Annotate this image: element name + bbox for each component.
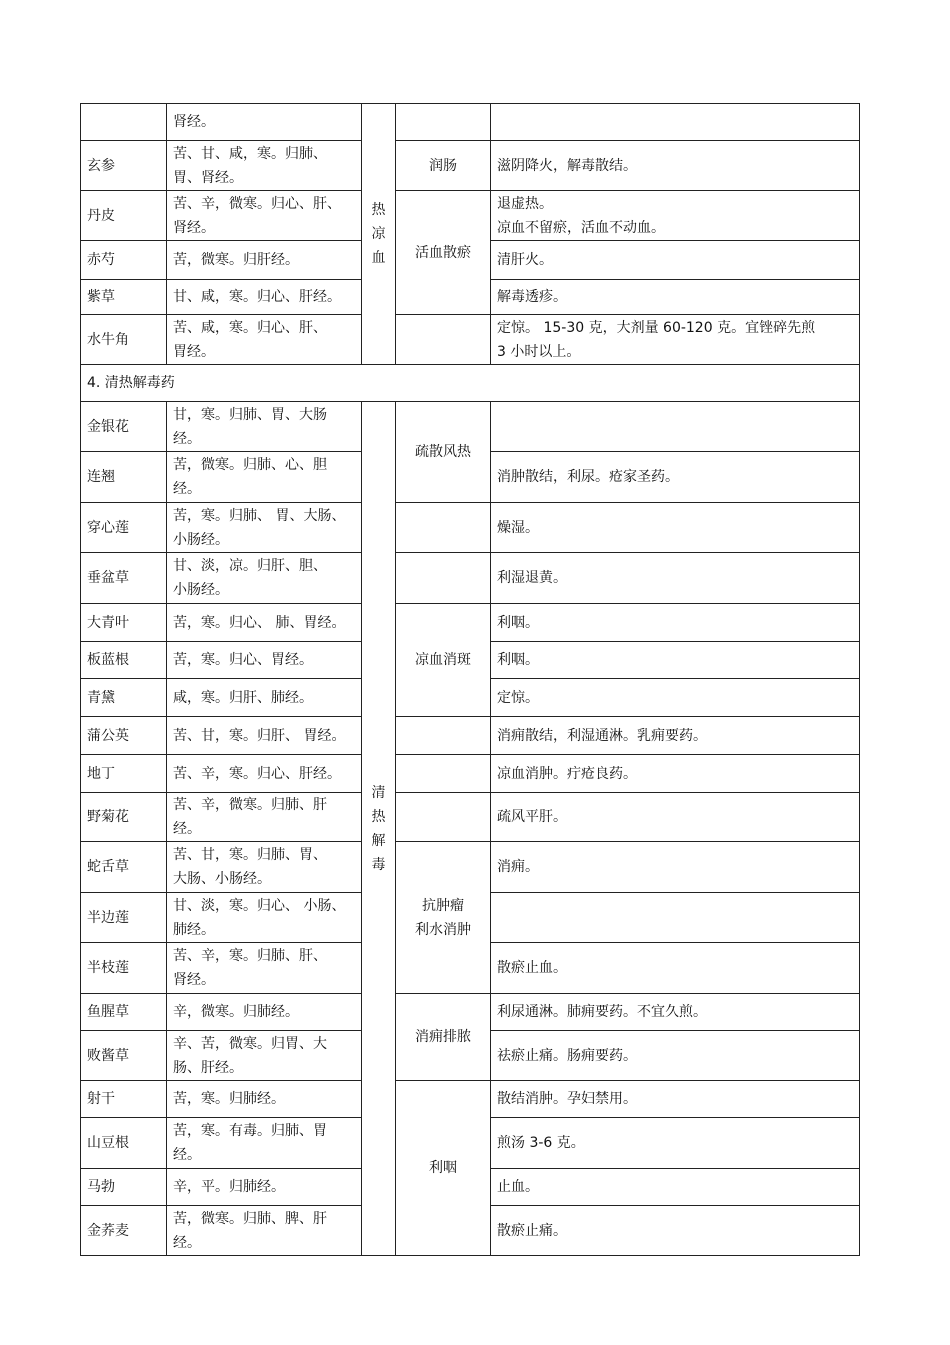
category-cell-empty [396, 104, 491, 141]
table-row [81, 717, 860, 755]
herb-name-cell: 金银花 [81, 402, 167, 452]
herb-property-cell: 甘、咸，寒。归心、肝经。 [167, 280, 362, 315]
table-row [81, 104, 860, 141]
table-row [81, 793, 860, 842]
herb-name-cell: 山豆根 [81, 1118, 167, 1169]
herb-property-cell: 辛、苦，微寒。归胃、大 肠、肝经。 [167, 1031, 362, 1081]
herb-function-cell: 祛瘀止痛。肠痈要药。 [491, 1031, 860, 1081]
herb-name-cell: 鱼腥草 [81, 994, 167, 1031]
herb-function-cell [491, 402, 860, 452]
herb-function-cell: 煎汤 3-6 克。 [491, 1118, 860, 1169]
herb-name-cell: 蒲公英 [81, 717, 167, 755]
herb-table [80, 103, 860, 1256]
herb-name-cell: 青黛 [81, 679, 167, 717]
herb-property-cell: 苦，寒。有毒。归肺、胃 经。 [167, 1118, 362, 1169]
herb-function-cell: 定惊。 15-30 克，大剂量 60-120 克。宜锉碎先煎 3 小时以上。 [491, 315, 860, 365]
herb-property-cell: 苦，寒。归肺、 胃、大肠、 小肠经。 [167, 503, 362, 553]
herb-name-cell: 地丁 [81, 755, 167, 793]
herb-property-cell: 苦、咸，寒。归心、肝、 胃经。 [167, 315, 362, 365]
herb-function-cell: 散瘀止血。 [491, 943, 860, 994]
herb-function-cell: 止血。 [491, 1169, 860, 1206]
herb-name-cell: 败酱草 [81, 1031, 167, 1081]
section-row [81, 365, 860, 402]
herb-function-cell [491, 893, 860, 943]
group-label-cell: 清 热 解 毒 [362, 402, 396, 1256]
category-cell-empty [396, 793, 491, 842]
herb-name-cell [81, 104, 167, 141]
table-row [81, 842, 860, 893]
herb-property-cell: 辛，微寒。归肺经。 [167, 994, 362, 1031]
herb-function-cell: 消痈散结，利湿通淋。乳痈要药。 [491, 717, 860, 755]
herb-property-cell: 苦，微寒。归肺、脾、肝 经。 [167, 1206, 362, 1256]
herb-function-cell: 解毒透疹。 [491, 280, 860, 315]
table-row [81, 503, 860, 553]
herb-name-cell: 玄参 [81, 141, 167, 191]
category-cell-empty [396, 755, 491, 793]
herb-property-cell: 苦，微寒。归肺、心、胆 经。 [167, 452, 362, 503]
herb-property-cell: 苦、辛，寒。归心、肝经。 [167, 755, 362, 793]
herb-function-cell: 退虚热。 凉血不留瘀，活血不动血。 [491, 191, 860, 241]
herb-property-cell: 苦，寒。归肺经。 [167, 1081, 362, 1118]
herb-property-cell: 苦、辛，微寒。归心、肝、 肾经。 [167, 191, 362, 241]
herb-function-cell: 凉血消肿。疔疮良药。 [491, 755, 860, 793]
herb-name-cell: 半枝莲 [81, 943, 167, 994]
herb-property-cell: 苦、甘、咸，寒。归肺、 胃、肾经。 [167, 141, 362, 191]
herb-property-cell: 咸，寒。归肝、肺经。 [167, 679, 362, 717]
herb-function-cell [491, 104, 860, 141]
category-cell: 利咽 [396, 1081, 491, 1256]
herb-name-cell: 野菊花 [81, 793, 167, 842]
table-row [81, 553, 860, 604]
herb-name-cell: 射干 [81, 1081, 167, 1118]
herb-name-cell: 穿心莲 [81, 503, 167, 553]
herb-property-cell: 辛，平。归肺经。 [167, 1169, 362, 1206]
herb-name-cell: 金荞麦 [81, 1206, 167, 1256]
table-row [81, 315, 860, 365]
category-cell: 疏散风热 [396, 402, 491, 503]
category-cell-empty [396, 553, 491, 604]
herb-property-cell: 甘、淡，凉。归肝、胆、 小肠经。 [167, 553, 362, 604]
herb-function-cell: 清肝火。 [491, 241, 860, 280]
herb-function-cell: 利咽。 [491, 642, 860, 679]
table-row [81, 141, 860, 191]
herb-function-cell: 定惊。 [491, 679, 860, 717]
herb-function-cell: 滋阴降火，解毒散结。 [491, 141, 860, 191]
herb-property-cell: 甘，寒。归肺、胃、大肠 经。 [167, 402, 362, 452]
herb-property-cell: 苦，微寒。归肝经。 [167, 241, 362, 280]
herb-property-cell: 苦、甘，寒。归肝、 胃经。 [167, 717, 362, 755]
herb-function-cell: 利咽。 [491, 604, 860, 642]
category-cell: 抗肿瘤 利水消肿 [396, 842, 491, 994]
table-row [81, 604, 860, 642]
herb-property-cell: 甘、淡，寒。归心、 小肠、 肺经。 [167, 893, 362, 943]
herb-function-cell: 燥湿。 [491, 503, 860, 553]
group-label-cell: 热 凉 血 [362, 104, 396, 365]
herb-name-cell: 水牛角 [81, 315, 167, 365]
table-row [81, 1081, 860, 1118]
herb-name-cell: 赤芍 [81, 241, 167, 280]
herb-function-cell: 散结消肿。孕妇禁用。 [491, 1081, 860, 1118]
herb-name-cell: 垂盆草 [81, 553, 167, 604]
herb-property-cell: 苦、辛，微寒。归肺、肝 经。 [167, 793, 362, 842]
category-cell-empty [396, 503, 491, 553]
herb-property-cell: 苦、辛，寒。归肺、肝、 肾经。 [167, 943, 362, 994]
herb-function-cell: 散瘀止痛。 [491, 1206, 860, 1256]
herb-function-cell: 利尿通淋。肺痈要药。不宜久煎。 [491, 994, 860, 1031]
herb-name-cell: 蛇舌草 [81, 842, 167, 893]
category-cell: 凉血消斑 [396, 604, 491, 717]
category-cell: 润肠 [396, 141, 491, 191]
herb-function-cell: 消肿散结，利尿。疮家圣药。 [491, 452, 860, 503]
herb-function-cell: 疏风平肝。 [491, 793, 860, 842]
category-cell-empty [396, 315, 491, 365]
table-row [81, 402, 860, 452]
category-cell: 活血散瘀 [396, 191, 491, 315]
herb-name-cell: 板蓝根 [81, 642, 167, 679]
category-cell: 消痈排脓 [396, 994, 491, 1081]
table-row [81, 994, 860, 1031]
herb-name-cell: 丹皮 [81, 191, 167, 241]
herb-name-cell: 大青叶 [81, 604, 167, 642]
herb-function-cell: 利湿退黄。 [491, 553, 860, 604]
herb-property-cell: 肾经。 [167, 104, 362, 141]
herb-name-cell: 连翘 [81, 452, 167, 503]
section-title: 4. 清热解毒药 [81, 365, 860, 402]
herb-property-cell: 苦、甘，寒。归肺、胃、 大肠、小肠经。 [167, 842, 362, 893]
table-row [81, 191, 860, 241]
herb-property-cell: 苦，寒。归心、胃经。 [167, 642, 362, 679]
herb-function-cell: 消痈。 [491, 842, 860, 893]
herb-name-cell: 半边莲 [81, 893, 167, 943]
herb-name-cell: 马勃 [81, 1169, 167, 1206]
table-row [81, 755, 860, 793]
herb-name-cell: 紫草 [81, 280, 167, 315]
category-cell-empty [396, 717, 491, 755]
herb-property-cell: 苦，寒。归心、 肺、胃经。 [167, 604, 362, 642]
